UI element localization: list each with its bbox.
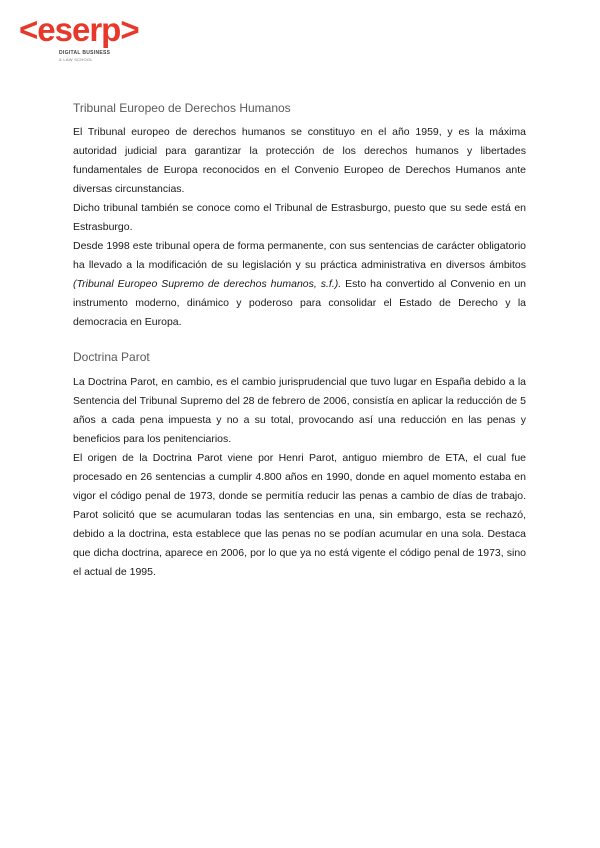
paragraph-text: Desde 1998 este tribunal opera de forma permanente, con sus sentencias de carácter obligatorio ha llevado a la modificación de su legislación y su práctica administrativa en diversos ámbitos	[73, 240, 526, 271]
paragraph: El Tribunal europeo de derechos humanos se constituyo en el año 1959, y es la máxima autoridad judicial para garantizar la protección de los derechos humanos y libertades fundamentales de Europa reconocidos en el Convenio Europeo de Derechos Humanos ante diversas circunstancias.	[73, 126, 526, 195]
eserp-logo	[19, 12, 144, 62]
logo-wordmark: <eserp>	[19, 11, 139, 48]
logo-subtagline: & LAW SCHOOL	[59, 57, 93, 62]
paragraph-text: Esto ha convertido al Convenio en un instrumento moderno, dinámico y poderoso para consolidar el Estado de Derecho y la democracia en Europa.	[73, 278, 527, 328]
citation: (Tribunal Europeo Supremo de derechos humanos, s.f.).	[73, 278, 342, 290]
paragraph: El origen de la Doctrina Parot viene por Henri Parot, antiguo miembro de ETA, el cual fue procesado en 26 sentencias a cumplir 4.800 años en 1990, donde en aquel momento estaba en vigor el código penal de 1973, donde se permitía reducir las penas a cambio de días de trabajo. Parot solicitó que se acumularan todas las sentencias en una, sin embargo, esta se rechazó, debido a la doctrina, esta establece que las penas no se podían acumular en una sola. Destaca que dicha doctrina, aparece en 2006, por lo que ya no está vigente el código penal de 1973, sino el actual de 1995.	[73, 452, 526, 578]
paragraph: La Doctrina Parot, en cambio, es el cambio jurisprudencial que tuvo lugar en España debido a la Sentencia del Tribunal Supremo del 28 de febrero de 2006, consistía en aplicar la reducción de 5 años a cada pena impuesta y no a su total, provocando así una reducción en las penas y beneficios para los penitenciarios.	[73, 376, 526, 445]
section-heading-tribunal: Tribunal Europeo de Derechos Humanos	[73, 101, 291, 115]
logo-tagline: DIGITAL BUSINESS	[59, 50, 111, 56]
section-heading-parot: Doctrina Parot	[73, 350, 150, 364]
document-body	[73, 100, 526, 582]
paragraph-with-citation	[73, 237, 526, 332]
paragraph: Dicho tribunal también se conoce como el Tribunal de Estrasburgo, puesto que su sede está en Estrasburgo.	[73, 202, 526, 233]
